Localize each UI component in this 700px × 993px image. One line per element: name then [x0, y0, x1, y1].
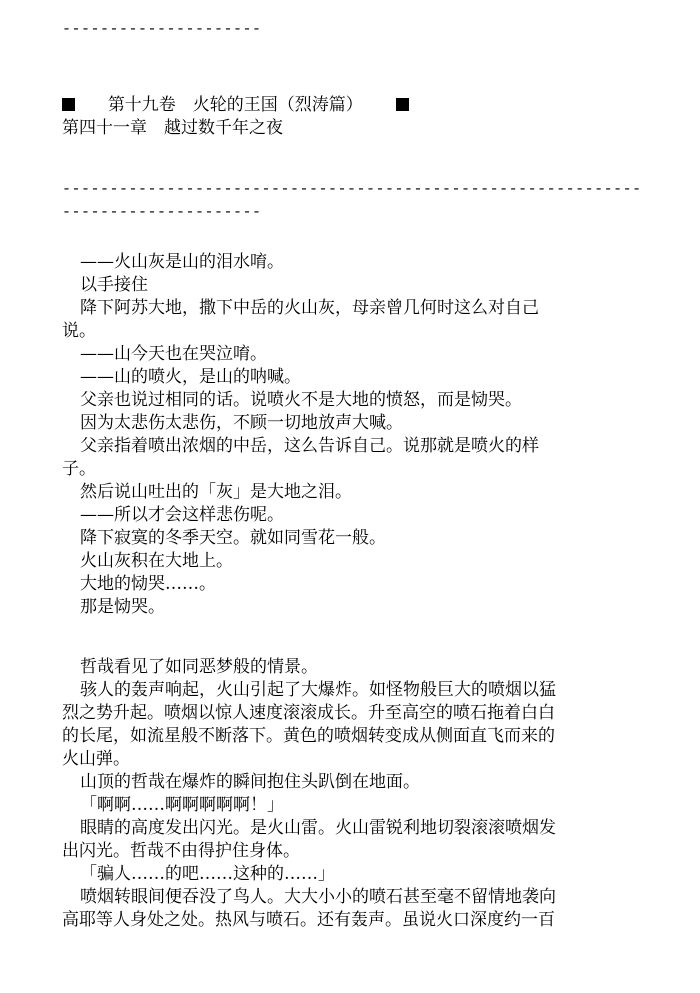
- chapter-title: 第四十一章 越过数千年之夜: [62, 118, 283, 138]
- volume-title: 第十九卷 火轮的王国（烈涛篇）: [107, 95, 363, 115]
- text-line: 父亲也说过相同的话。说喷火不是大地的愤怒，而是恸哭。: [80, 390, 522, 410]
- text-line: ——山今天也在哭泣唷。: [80, 344, 267, 364]
- text-line: 山顶的哲哉在爆炸的瞬间抱住头趴倒在地面。: [80, 772, 420, 792]
- text-line: 那是恸哭。: [80, 597, 165, 617]
- text-line: 降下寂寞的冬季天空。就如同雪花一般。: [80, 528, 386, 548]
- text-line: 火山灰积在大地上。: [80, 551, 233, 571]
- text-line: 的长尾，如流星般不断落下。黄色的喷烟转变成从侧面直飞而来的: [62, 726, 555, 746]
- text-line: 父亲指着喷出浓烟的中岳，这么告诉自己。说那就是喷火的样: [80, 436, 539, 456]
- text-line: 子。: [62, 459, 96, 479]
- text-line: 因为太悲伤太悲伤，不顾一切地放声大喊。: [80, 413, 403, 433]
- text-line: 哲哉看见了如同恶梦般的情景。: [80, 657, 318, 677]
- text-line: ——火山灰是山的泪水唷。: [80, 252, 284, 272]
- text-line: 骇人的轰声响起，火山引起了大爆炸。如怪物般巨大的喷烟以猛: [80, 680, 556, 700]
- text-line: 火山弹。: [62, 749, 130, 769]
- separator-top: ---------------------: [62, 21, 262, 38]
- text-line: 大地的恸哭……。: [80, 574, 216, 594]
- text-line: 喷烟转眼间便吞没了鸟人。大大小小的喷石甚至毫不留情地袭向: [80, 887, 556, 907]
- separator-long-continuation: ---------------------: [62, 204, 262, 221]
- text-line: 说。: [62, 321, 96, 341]
- separator-long: -------------------------------------------------------------: [62, 181, 642, 198]
- text-line: 「骗人……的吧……这种的……」: [80, 864, 335, 884]
- text-line: 眼睛的高度发出闪光。是火山雷。火山雷锐利地切裂滚滚喷烟发: [80, 818, 556, 838]
- text-line: ——山的喷火，是山的呐喊。: [80, 367, 301, 387]
- text-line: 「啊啊……啊啊啊啊啊！」: [80, 795, 284, 815]
- text-line: 高耶等人身处之处。热风与喷石。还有轰声。虽说火口深度约一百: [62, 910, 555, 930]
- text-line: 降下阿苏大地，撒下中岳的火山灰，母亲曾几何时这么对自己: [80, 298, 539, 318]
- text-line: 出闪光。哲哉不由得护住身体。: [62, 841, 300, 861]
- text-line: 烈之势升起。喷烟以惊人速度滚滚成长。升至高空的喷石拖着白白: [62, 703, 555, 723]
- text-line: ——所以才会这样悲伤呢。: [80, 505, 284, 525]
- text-line: 然后说山吐出的「灰」是大地之泪。: [80, 482, 352, 502]
- volume-heading: [62, 94, 409, 116]
- square-marker-left-icon: [62, 98, 75, 111]
- square-marker-right-icon: [396, 98, 409, 111]
- text-line: 以手接住: [80, 275, 148, 295]
